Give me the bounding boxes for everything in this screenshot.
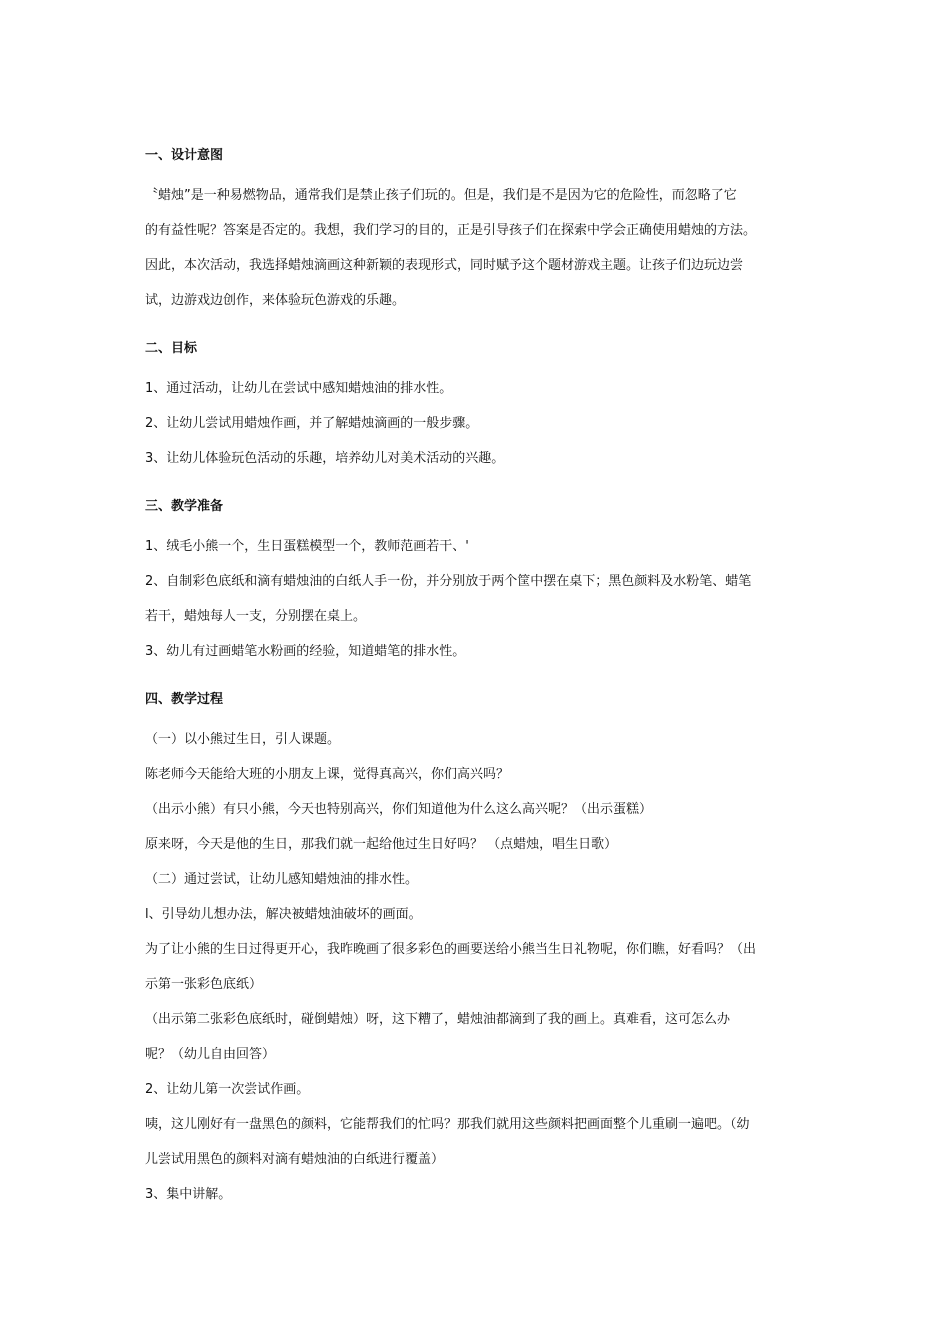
paragraph-line: （出示小熊）有只小熊，今天也特别高兴，你们知道他为什么这么高兴呢？（出示蛋糕） [145,802,653,817]
paragraph-line: 原来呀，今天是他的生日，那我们就一起给他过生日好吗？ （点蜡烛，唱生日歌） [145,837,618,852]
list-item: 2、让幼儿尝试用蜡烛作画，并了解蜡烛滴画的一般步骤。 [145,416,479,431]
paragraph-line: 呢？（幼儿自由回答） [145,1047,276,1062]
paragraph-line: 咦，这儿刚好有一盘黑色的颜料，它能帮我们的忙吗？那我们就用这些颜料把画面整个儿重刷一遍吧。（幼 [145,1117,750,1132]
paragraph-line: l、引导幼儿想办法，解决被蜡烛油破坏的画面。 [145,907,422,922]
list-item: 1、绒毛小熊一个，生日蛋糕模型一个，教师范画若干、' [145,539,469,554]
list-item: 3、幼儿有过画蜡笔水粉画的经验，知道蜡笔的排水性。 [145,644,466,659]
list-item: 1、通过活动，让幼儿在尝试中感知蜡烛油的排水性。 [145,381,453,396]
section-heading-process: 四、教学过程 [145,692,224,707]
paragraph-line: 为了让小熊的生日过得更开心，我昨晚画了很多彩色的画要送给小熊当生日礼物呢，你们瞧，好看吗？（出 [145,942,757,957]
paragraph-line: 试，边游戏边创作，来体验玩色游戏的乐趣。 [145,293,406,308]
paragraph-line: 〝蜡烛”是一种易燃物品，通常我们是禁止孩子们玩的。但是，我们是不是因为它的危险性，而忽略了它 [145,188,737,203]
paragraph-line: 3、集中讲解。 [145,1187,232,1202]
paragraph-line: 2、让幼儿第一次尝试作画。 [145,1082,310,1097]
paragraph-line: 因此，本次活动，我选择蜡烛滴画这种新颖的表现形式，同时赋予这个题材游戏主题。让孩子们边玩边尝 [145,258,744,273]
paragraph-line: 示第一张彩色底纸） [145,977,263,992]
paragraph-line: （一）以小熊过生日，引人课题。 [145,732,341,747]
section-heading-design: 一、设计意图 [145,148,224,163]
paragraph-line: 儿尝试用黑色的颜料对滴有蜡烛油的白纸进行覆盖） [145,1152,445,1167]
section-heading-prep: 三、教学准备 [145,499,224,514]
paragraph-line: （出示第二张彩色底纸时，碰倒蜡烛）呀，这下糟了，蜡烛油都滴到了我的画上。真难看，这可怎么办 [145,1012,731,1027]
document-body [145,143,815,1212]
paragraph-line: 的有益性呢？答案是否定的。我想，我们学习的目的，正是引导孩子们在探索中学会正确使用蜡烛的方法。 [145,223,757,238]
list-item: 3、让幼儿体验玩色活动的乐趣，培养幼儿对美术活动的兴趣。 [145,451,505,466]
paragraph-line: 陈老师今天能给大班的小朋友上课，觉得真高兴，你们高兴吗？ [145,767,510,782]
paragraph-line: （二）通过尝试，让幼儿感知蜡烛油的排水性。 [145,872,419,887]
list-item: 2、自制彩色底纸和滴有蜡烛油的白纸人手一份，并分别放于两个筐中摆在桌下；黑色颜料及水粉笔、蜡笔 [145,574,752,589]
section-heading-goals: 二、目标 [145,341,198,356]
list-item: 若干，蜡烛每人一支，分别摆在桌上。 [145,609,367,624]
